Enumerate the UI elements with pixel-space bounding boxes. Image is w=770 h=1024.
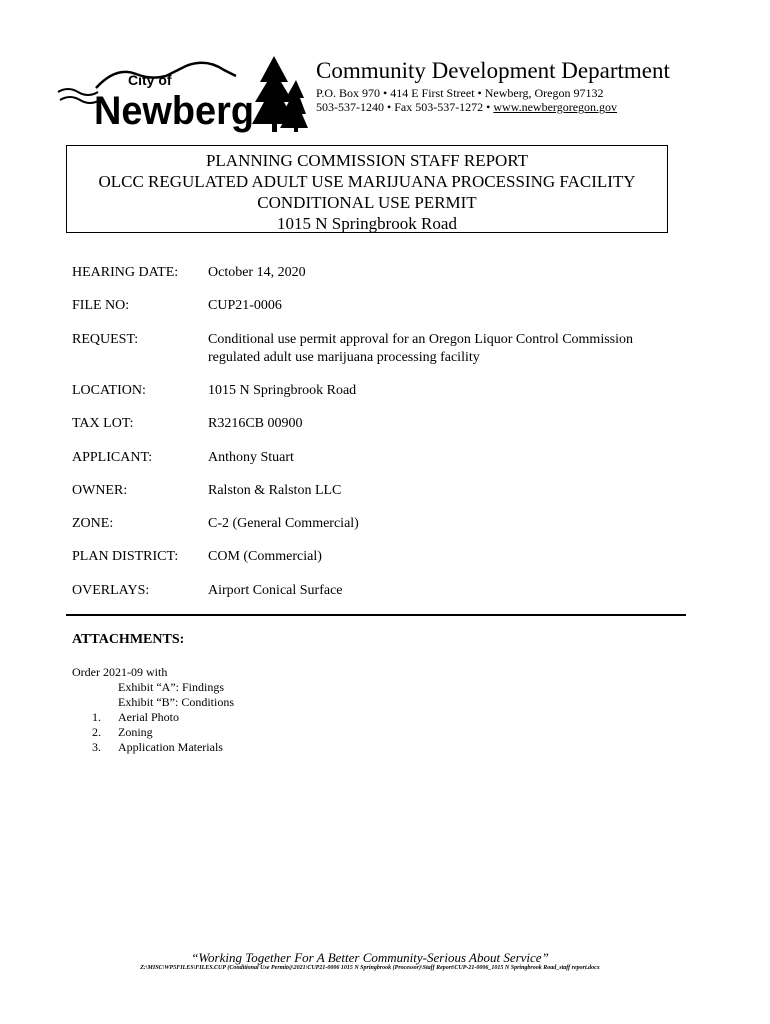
footer-motto: “Working Together For A Better Community-Serious About Service”: [191, 950, 549, 965]
attachment-item: Application Materials: [118, 740, 223, 754]
field-value-tax-lot: R3216CB 00900: [208, 416, 303, 431]
field-value-hearing-date: October 14, 2020: [208, 265, 306, 280]
attachments-order: Order 2021-09 with: [72, 665, 168, 679]
field-label-owner: OWNER:: [72, 483, 128, 498]
field-label-plan-district: PLAN DISTRICT:: [72, 549, 179, 564]
field-label-tax-lot: TAX LOT:: [72, 416, 134, 431]
address-line: P.O. Box 970 • 414 E First Street • Newberg, Oregon 97132: [316, 86, 604, 100]
field-value-plan-district: COM (Commercial): [208, 549, 322, 564]
logo-name: Newberg: [94, 89, 254, 133]
department-title: Community Development Department: [316, 58, 670, 83]
field-label-request: REQUEST:: [72, 332, 139, 347]
field-label-hearing-date: HEARING DATE:: [72, 265, 179, 280]
phone-fax: 503-537-1240 • Fax 503-537-1272 •: [316, 100, 494, 114]
report-title-box: [66, 145, 668, 233]
attachment-number: 1.: [92, 710, 101, 724]
report-title-line2: OLCC REGULATED ADULT USE MARIJUANA PROCESSING FACILITY: [98, 172, 636, 191]
report-title-line3: CONDITIONAL USE PERMIT: [257, 193, 477, 212]
attachments-heading: ATTACHMENTS:: [72, 632, 185, 647]
field-value-applicant: Anthony Stuart: [208, 450, 294, 465]
field-value-overlays: Airport Conical Surface: [208, 583, 343, 598]
phone-fax-line: [316, 100, 617, 115]
attachment-item: Aerial Photo: [118, 710, 179, 724]
website-link[interactable]: www.newbergoregon.gov: [493, 100, 618, 114]
attachment-item: Zoning: [118, 725, 153, 739]
wave-line: [58, 89, 98, 95]
logo-city-of: City of: [128, 72, 172, 88]
field-label-file-no: FILE NO:: [72, 298, 130, 313]
field-label-overlays: OVERLAYS:: [72, 583, 150, 598]
field-value-request: Conditional use permit approval for an Oregon Liquor Control Commission regulated adult use marijuana processing facility: [208, 332, 633, 365]
footer-file-path: Z:\MISC\WP5FILES\FILES.CUP (Conditional Use Permits)\2021\CUP21-0006 1015 N Springbrook (Processor)\Staff Report\CUP-21-0006_1015 N Springbrook Road_staff report.docx: [140, 965, 600, 971]
field-value-file-no: CUP21-0006: [208, 298, 282, 313]
report-title-line1: PLANNING COMMISSION STAFF REPORT: [205, 151, 529, 170]
attachment-number: 3.: [92, 740, 101, 754]
field-label-location: LOCATION:: [72, 383, 146, 398]
attachment-number: 2.: [92, 725, 101, 739]
exhibit-a: Exhibit “A”: Findings: [118, 680, 224, 694]
field-label-applicant: APPLICANT:: [72, 450, 153, 465]
field-label-zone: ZONE:: [72, 516, 114, 531]
section-divider: [66, 614, 686, 616]
field-value-zone: C-2 (General Commercial): [208, 516, 359, 531]
field-value-location: 1015 N Springbrook Road: [208, 383, 357, 398]
city-of-newberg-logo: [56, 52, 308, 134]
exhibit-b: Exhibit “B”: Conditions: [118, 695, 234, 709]
report-title-line4: 1015 N Springbrook Road: [277, 214, 457, 233]
field-value-owner: Ralston & Ralston LLC: [208, 483, 342, 498]
